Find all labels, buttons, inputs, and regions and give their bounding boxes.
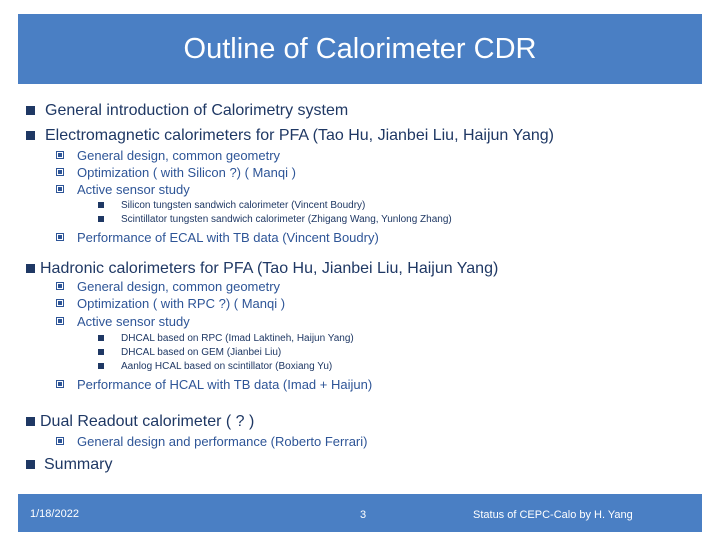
- hcal-sensor-gem: DHCAL based on GEM (Jianbei Liu): [121, 347, 282, 358]
- hollow-square-bullet-icon: [56, 282, 64, 290]
- bullet-icon: [26, 417, 35, 426]
- footer-bar: [18, 494, 702, 532]
- bullet-icon: [98, 363, 104, 369]
- hcal-performance: Performance of HCAL with TB data (Imad + Haijun): [77, 377, 373, 392]
- bullet-icon: [26, 131, 35, 140]
- ecal-optimization: Optimization ( with Silicon ?) ( Manqi ): [77, 165, 296, 180]
- ecal-sensor-scintillator: Scintillator tungsten sandwich calorimeter (Zhigang Wang, Yunlong Zhang): [121, 214, 452, 225]
- outline-dual-heading: Dual Readout calorimeter ( ? ): [40, 413, 255, 430]
- bullet-icon: [98, 349, 104, 355]
- hcal-sensor-scintillator: Aanlog HCAL based on scintillator (Boxiang Yu): [121, 361, 333, 372]
- hollow-square-bullet-icon: [56, 168, 64, 176]
- hcal-sensor-rpc: DHCAL based on RPC (Imad Laktineh, Haijun Yang): [121, 333, 354, 344]
- outline-hcal-heading: Hadronic calorimeters for PFA (Tao Hu, Jianbei Liu, Haijun Yang): [40, 260, 499, 277]
- hollow-square-bullet-icon: [56, 233, 64, 241]
- bullet-icon: [98, 335, 104, 341]
- bullet-icon: [98, 216, 104, 222]
- hcal-active: Active sensor study: [77, 314, 190, 329]
- bullet-icon: [26, 460, 35, 469]
- outline-general: General introduction of Calorimetry system: [45, 102, 349, 119]
- footer-page-number: 3: [360, 509, 367, 521]
- bullet-icon: [26, 106, 35, 115]
- hollow-square-bullet-icon: [56, 299, 64, 307]
- outline-summary: Summary: [44, 456, 113, 473]
- hollow-square-bullet-icon: [56, 380, 64, 388]
- bullet-icon: [98, 202, 104, 208]
- hollow-square-bullet-icon: [56, 437, 64, 445]
- hollow-square-bullet-icon: [56, 185, 64, 193]
- ecal-design: General design, common geometry: [77, 148, 281, 163]
- hollow-square-bullet-icon: [56, 151, 64, 159]
- ecal-sensor-silicon: Silicon tungsten sandwich calorimeter (Vincent Boudry): [121, 200, 366, 211]
- hcal-optimization: Optimization ( with RPC ?) ( Manqi ): [77, 296, 286, 311]
- bullet-icon: [26, 264, 35, 273]
- dual-design: General design and performance (Roberto Ferrari): [77, 434, 368, 449]
- slide-title: Outline of Calorimeter CDR: [183, 32, 537, 65]
- outline-ecal-heading: Electromagnetic calorimeters for PFA (Tao Hu, Jianbei Liu, Haijun Yang): [45, 127, 554, 144]
- hollow-square-bullet-icon: [56, 317, 64, 325]
- footer-credit: Status of CEPC-Calo by H. Yang: [473, 509, 633, 521]
- hcal-design: General design, common geometry: [77, 279, 281, 294]
- footer-date: 1/18/2022: [30, 508, 79, 520]
- ecal-performance: Performance of ECAL with TB data (Vincent Boudry): [77, 230, 379, 245]
- title-bar: [18, 14, 702, 84]
- ecal-active: Active sensor study: [77, 182, 190, 197]
